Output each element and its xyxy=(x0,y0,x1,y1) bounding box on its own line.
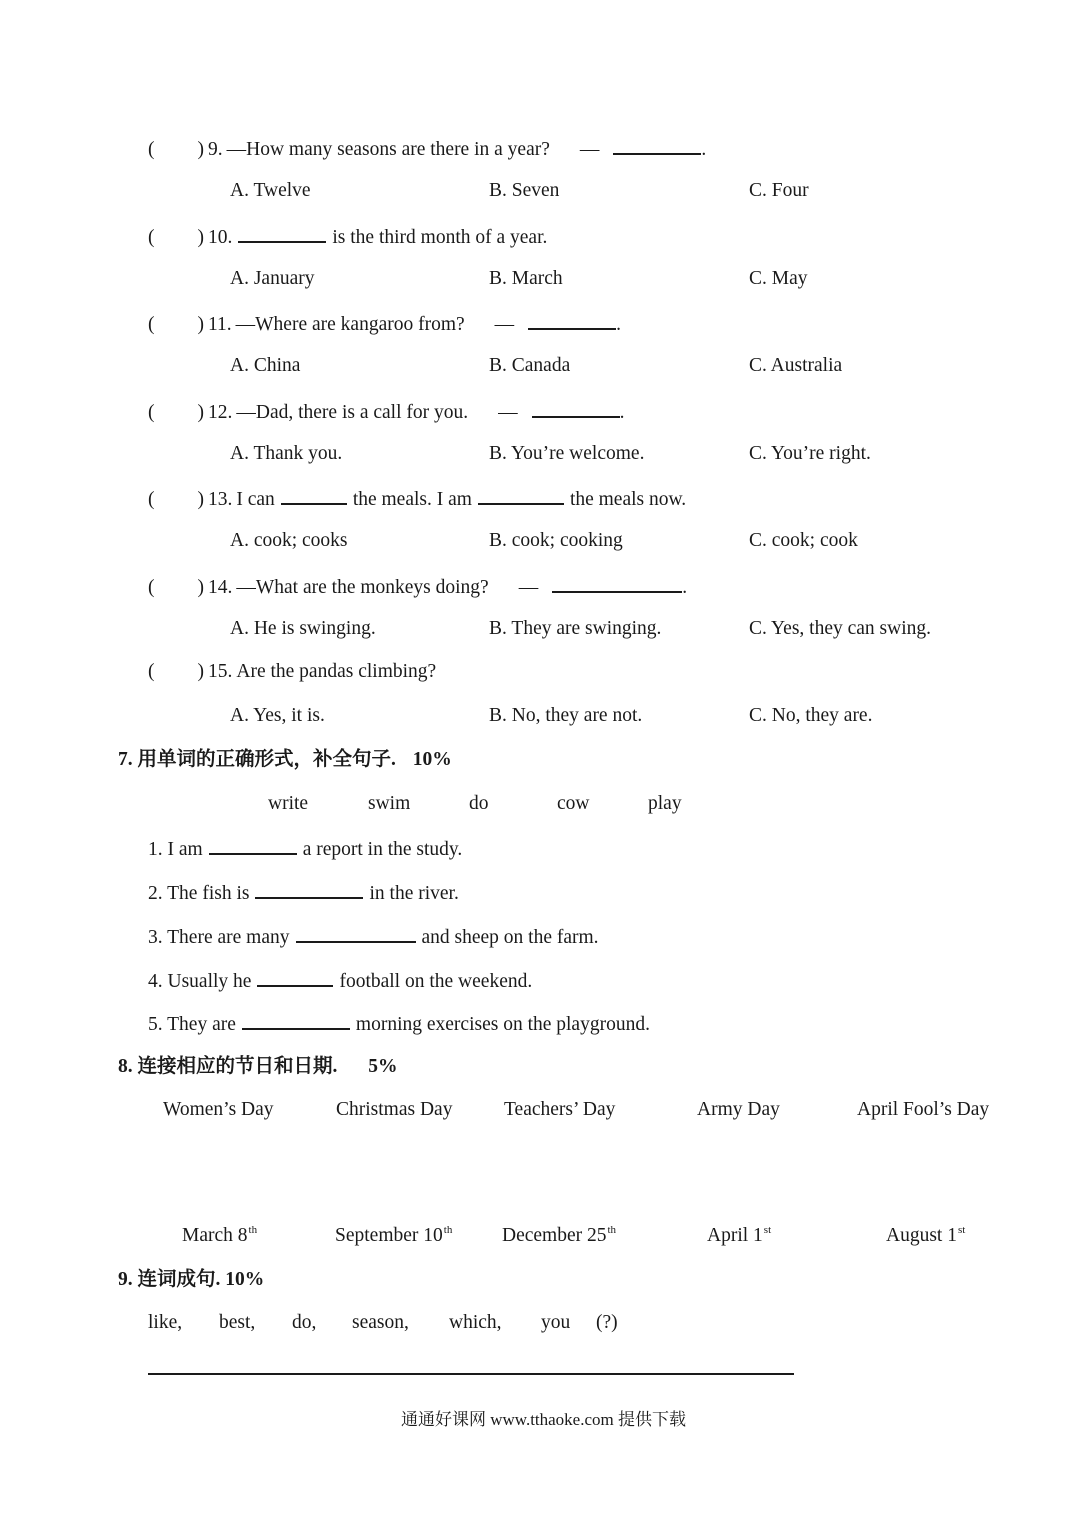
sentence-text: 1. I am xyxy=(148,839,203,860)
question-number: 11. xyxy=(208,314,232,335)
option-c[interactable]: C. No, they are. xyxy=(749,705,873,726)
answer-paren-open[interactable]: ( xyxy=(148,139,155,160)
option-c[interactable]: C. Australia xyxy=(749,355,843,376)
question-text: . xyxy=(682,577,688,598)
option-c[interactable]: C. Yes, they can swing. xyxy=(749,618,932,639)
option-b[interactable]: B. March xyxy=(489,268,563,289)
mc-question-10 xyxy=(148,225,547,248)
date-item[interactable] xyxy=(886,1225,965,1246)
option-a[interactable]: A. Yes, it is. xyxy=(230,705,325,726)
question-text: —What are the monkeys doing? xyxy=(236,577,489,598)
answer-paren-open[interactable]: ( xyxy=(148,577,155,598)
date-text: April 1 xyxy=(707,1225,763,1246)
option-b[interactable]: B. cook; cooking xyxy=(489,530,623,551)
date-suffix: th xyxy=(607,1224,617,1236)
reply-dash: — xyxy=(494,314,515,335)
date-item[interactable] xyxy=(335,1225,452,1246)
section-9-heading xyxy=(118,1270,264,1290)
word-bank-item: swim xyxy=(368,793,411,814)
fill-sentence-5 xyxy=(148,1012,650,1035)
option-b[interactable]: B. Seven xyxy=(489,180,560,201)
question-text: . xyxy=(616,314,622,335)
answer-paren-open[interactable]: ( xyxy=(148,314,155,335)
answer-blank[interactable] xyxy=(296,925,416,943)
date-suffix: st xyxy=(957,1224,966,1236)
option-c[interactable]: C. May xyxy=(749,268,808,289)
option-c[interactable]: C. You’re right. xyxy=(749,443,871,464)
option-c[interactable]: C. cook; cook xyxy=(749,530,858,551)
question-text: —Where are kangaroo from? xyxy=(235,314,465,335)
sentence-text: 4. Usually he xyxy=(148,971,252,992)
sentence-text: morning exercises on the playground. xyxy=(355,1014,650,1035)
question-text: the meals now. xyxy=(569,489,687,510)
question-text: Are the pandas climbing? xyxy=(236,661,437,682)
fill-sentence-1 xyxy=(148,837,462,860)
date-text: August 1 xyxy=(886,1225,957,1246)
option-a[interactable]: A. He is swinging. xyxy=(230,618,376,639)
reply-dash: — xyxy=(498,402,518,423)
answer-paren-open[interactable]: ( xyxy=(148,661,155,682)
section-7-heading xyxy=(118,750,452,770)
answer-blank[interactable] xyxy=(209,837,297,855)
question-number: 13. xyxy=(208,489,233,510)
option-b[interactable]: B. They are swinging. xyxy=(489,618,662,639)
sentence-text: 2. The fish is xyxy=(148,883,250,904)
answer-line[interactable] xyxy=(148,1373,794,1375)
sentence-text: football on the weekend. xyxy=(339,971,533,992)
answer-blank[interactable] xyxy=(478,487,564,505)
date-text: September 10 xyxy=(335,1225,443,1246)
fill-sentence-3 xyxy=(148,925,599,948)
answer-blank[interactable] xyxy=(255,881,363,899)
fill-sentence-4 xyxy=(148,969,532,992)
option-a[interactable]: A. cook; cooks xyxy=(230,530,348,551)
section-7-score: 10% xyxy=(412,749,452,770)
option-a[interactable]: A. January xyxy=(230,268,315,289)
mc-question-14 xyxy=(148,575,687,598)
page-footer: 通通好课网 www.tthaoke.com 提供下载 xyxy=(400,1410,687,1429)
scrambled-word: you xyxy=(541,1312,571,1333)
answer-paren-close: ) xyxy=(197,314,204,335)
sentence-text: 5. They are xyxy=(148,1014,236,1035)
mc-question-12 xyxy=(148,400,625,423)
date-suffix: st xyxy=(763,1224,772,1236)
option-a[interactable]: A. China xyxy=(230,355,301,376)
holiday-item[interactable]: Christmas Day xyxy=(336,1099,453,1120)
question-text: is the third month of a year. xyxy=(332,227,548,248)
sentence-text: a report in the study. xyxy=(302,839,463,860)
answer-paren-open[interactable]: ( xyxy=(148,402,155,423)
answer-paren-close: ) xyxy=(197,402,204,423)
word-bank-item: play xyxy=(648,793,682,814)
date-suffix: th xyxy=(248,1224,258,1236)
word-bank-item: write xyxy=(268,793,309,814)
word-bank-item: cow xyxy=(557,793,590,814)
question-text: . xyxy=(701,139,707,160)
answer-blank[interactable] xyxy=(257,969,333,987)
reply-dash: — xyxy=(518,577,539,598)
answer-blank[interactable] xyxy=(281,487,347,505)
holiday-item[interactable]: April Fool’s Day xyxy=(857,1099,990,1120)
section-8-score: 5% xyxy=(368,1056,398,1077)
option-b[interactable]: B. No, they are not. xyxy=(489,705,643,726)
sentence-text: in the river. xyxy=(369,883,459,904)
answer-blank[interactable] xyxy=(613,137,701,155)
date-item[interactable] xyxy=(707,1225,771,1246)
holiday-item[interactable]: Women’s Day xyxy=(163,1099,274,1120)
answer-blank[interactable] xyxy=(238,225,326,243)
holiday-item[interactable]: Teachers’ Day xyxy=(504,1099,616,1120)
answer-paren-close: ) xyxy=(197,489,204,510)
date-item[interactable] xyxy=(502,1225,616,1246)
question-text: I can xyxy=(236,489,275,510)
question-number: 10. xyxy=(208,227,233,248)
answer-paren-close: ) xyxy=(197,139,204,160)
answer-paren-close: ) xyxy=(197,577,204,598)
reply-dash: — xyxy=(579,139,600,160)
scrambled-word: like, xyxy=(148,1312,183,1333)
section-9-score: 10% xyxy=(225,1269,265,1290)
question-text: . xyxy=(619,402,625,423)
mc-question-13 xyxy=(148,487,686,510)
mc-question-11 xyxy=(148,312,621,335)
option-c[interactable]: C. Four xyxy=(749,180,809,201)
sentence-text: and sheep on the farm. xyxy=(421,927,599,948)
section-9-title: 9. 连词成句. xyxy=(118,1269,221,1290)
date-suffix: th xyxy=(443,1224,453,1236)
question-text: —How many seasons are there in a year? xyxy=(226,139,550,160)
mc-question-9 xyxy=(148,137,706,160)
section-7-title: 7. 用单词的正确形式，补全句子. xyxy=(118,749,396,770)
answer-blank[interactable] xyxy=(242,1012,350,1030)
answer-blank[interactable] xyxy=(532,400,620,418)
mc-question-15 xyxy=(148,662,436,682)
answer-paren-close: ) xyxy=(197,661,204,682)
scrambled-word: do, xyxy=(292,1312,317,1333)
answer-blank[interactable] xyxy=(528,312,616,330)
scrambled-word: (?) xyxy=(596,1312,618,1333)
date-text: March 8 xyxy=(182,1225,248,1246)
answer-blank[interactable] xyxy=(552,575,682,593)
option-b[interactable]: B. You’re welcome. xyxy=(489,443,645,464)
question-number: 14. xyxy=(208,577,233,598)
scrambled-word: season, xyxy=(352,1312,409,1333)
question-number: 12. xyxy=(208,402,233,423)
question-text: —Dad, there is a call for you. xyxy=(236,402,469,423)
scrambled-word: which, xyxy=(449,1312,502,1333)
date-text: December 25 xyxy=(502,1225,607,1246)
section-8-title: 8. 连接相应的节日和日期. xyxy=(118,1056,338,1077)
answer-paren-close: ) xyxy=(197,227,204,248)
sentence-text: 3. There are many xyxy=(148,927,290,948)
option-a[interactable]: A. Thank you. xyxy=(230,443,343,464)
date-item[interactable] xyxy=(182,1225,257,1246)
question-number: 15. xyxy=(208,661,233,682)
word-bank-item: do xyxy=(469,793,489,814)
question-number: 9. xyxy=(208,139,223,160)
answer-paren-open[interactable]: ( xyxy=(148,489,155,510)
option-b[interactable]: B. Canada xyxy=(489,355,571,376)
holiday-item[interactable]: Army Day xyxy=(697,1099,780,1120)
section-8-heading xyxy=(118,1057,398,1077)
fill-sentence-2 xyxy=(148,881,459,904)
scrambled-word: best, xyxy=(219,1312,256,1333)
option-a[interactable]: A. Twelve xyxy=(230,180,311,201)
answer-paren-open[interactable]: ( xyxy=(148,227,155,248)
question-text: the meals. I am xyxy=(352,489,472,510)
